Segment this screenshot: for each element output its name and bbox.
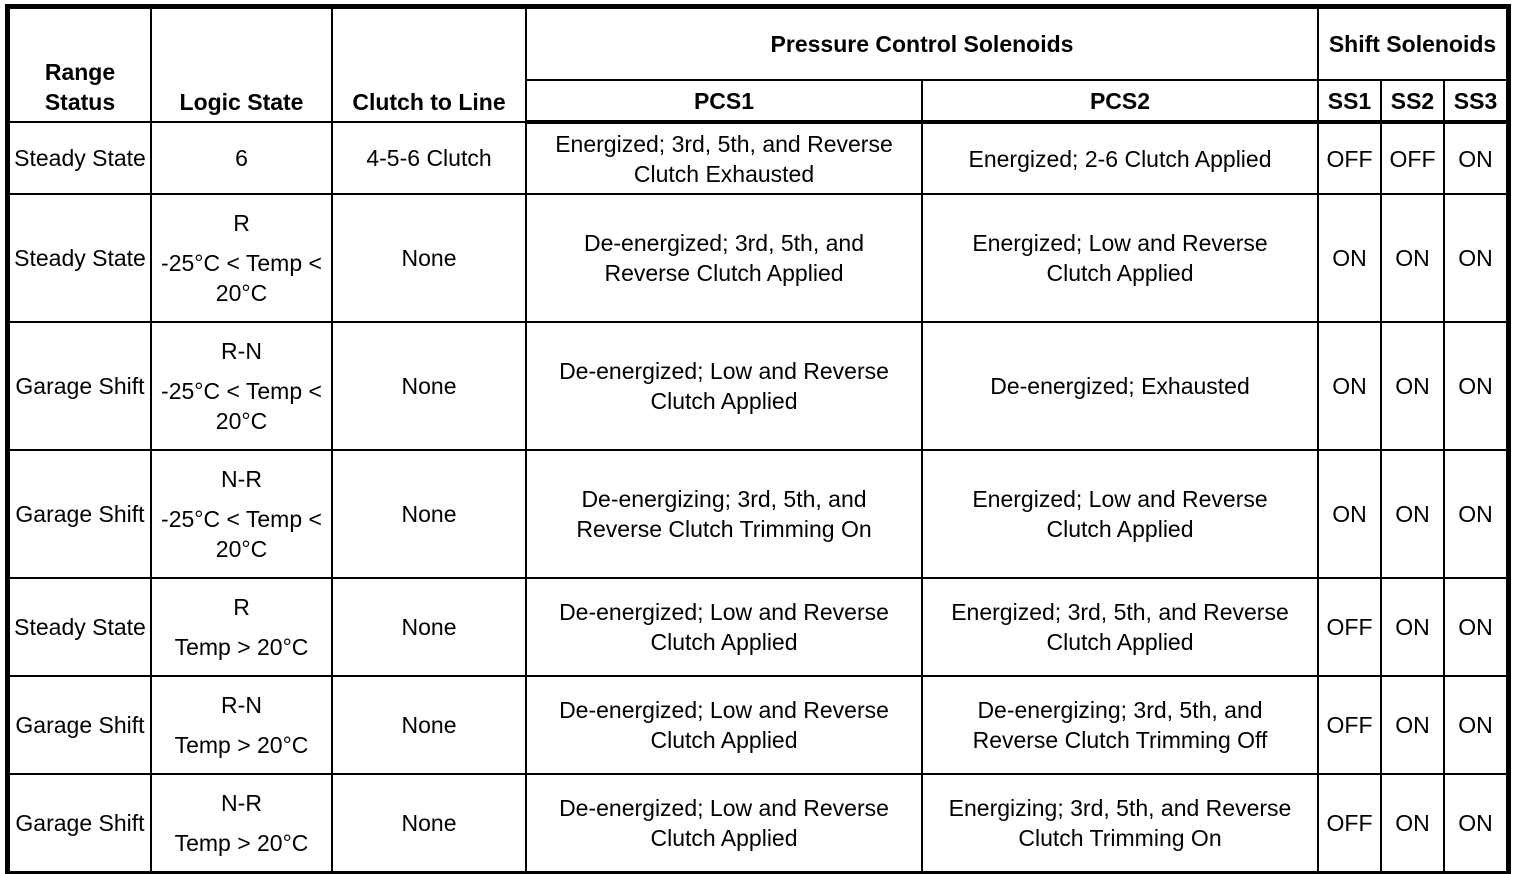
cell-range-status: Garage Shift: [9, 322, 151, 450]
header-clutch-to-line: Clutch to Line: [332, 8, 526, 122]
cell-ss1: OFF: [1318, 774, 1381, 872]
cell-ss3: ON: [1444, 322, 1507, 450]
logic-state-value: N-R: [221, 466, 262, 492]
cell-pcs2: Energized; Low and Reverse Clutch Applied: [922, 450, 1318, 578]
header-shift-solenoids: Shift Solenoids: [1318, 8, 1507, 80]
cell-clutch-to-line: None: [332, 322, 526, 450]
cell-ss3: ON: [1444, 578, 1507, 676]
cell-pcs2: De-energized; Exhausted: [922, 322, 1318, 450]
table-row: [9, 450, 1507, 578]
header-pcs1: PCS1: [526, 80, 922, 122]
logic-state-temp: -25°C < Temp < 20°C: [161, 378, 322, 434]
logic-state-value: N-R: [221, 790, 262, 816]
cell-logic-state: [151, 122, 332, 194]
cell-clutch-to-line: None: [332, 578, 526, 676]
cell-ss1: ON: [1318, 450, 1381, 578]
cell-ss3: ON: [1444, 194, 1507, 322]
header-range-status: Range Status: [9, 8, 151, 122]
logic-state-temp: -25°C < Temp < 20°C: [161, 506, 322, 562]
cell-clutch-to-line: None: [332, 774, 526, 872]
cell-range-status: Garage Shift: [9, 450, 151, 578]
logic-state-value: R-N: [221, 692, 262, 718]
cell-clutch-to-line: None: [332, 450, 526, 578]
table-row: [9, 578, 1507, 676]
cell-clutch-to-line: None: [332, 676, 526, 774]
table-row: [9, 194, 1507, 322]
cell-ss2: ON: [1381, 676, 1444, 774]
cell-logic-state: [151, 194, 332, 322]
logic-state-temp: Temp > 20°C: [174, 634, 309, 660]
cell-range-status: Garage Shift: [9, 774, 151, 872]
cell-ss2: ON: [1381, 322, 1444, 450]
cell-pcs1: De-energized; Low and Reverse Clutch Applied: [526, 774, 922, 872]
logic-state-temp: -25°C < Temp < 20°C: [161, 250, 322, 306]
cell-pcs1: De-energized; Low and Reverse Clutch Applied: [526, 322, 922, 450]
cell-ss2: ON: [1381, 774, 1444, 872]
logic-state-value: R: [233, 210, 250, 236]
cell-logic-state: [151, 578, 332, 676]
cell-ss1: OFF: [1318, 578, 1381, 676]
cell-pcs1: Energized; 3rd, 5th, and Reverse Clutch Exhausted: [526, 122, 922, 194]
table-row: [9, 322, 1507, 450]
cell-pcs1: De-energizing; 3rd, 5th, and Reverse Clutch Trimming On: [526, 450, 922, 578]
cell-pcs2: Energized; 2-6 Clutch Applied: [922, 122, 1318, 194]
logic-state-temp: Temp > 20°C: [174, 732, 309, 758]
cell-pcs1: De-energized; Low and Reverse Clutch Applied: [526, 578, 922, 676]
header-pcs2: PCS2: [922, 80, 1318, 122]
cell-ss1: ON: [1318, 194, 1381, 322]
cell-logic-state: [151, 774, 332, 872]
cell-ss3: ON: [1444, 676, 1507, 774]
cell-ss1: OFF: [1318, 122, 1381, 194]
cell-ss3: ON: [1444, 122, 1507, 194]
cell-pcs2: Energizing; 3rd, 5th, and Reverse Clutch Trimming On: [922, 774, 1318, 872]
table-row: [9, 676, 1507, 774]
cell-ss3: ON: [1444, 450, 1507, 578]
cell-ss3: ON: [1444, 774, 1507, 872]
cell-pcs1: De-energized; 3rd, 5th, and Reverse Clutch Applied: [526, 194, 922, 322]
logic-state-temp: Temp > 20°C: [174, 830, 309, 856]
logic-state-value: R: [233, 594, 250, 620]
header-ss3: SS3: [1444, 80, 1507, 122]
cell-ss2: OFF: [1381, 122, 1444, 194]
cell-ss2: ON: [1381, 194, 1444, 322]
header-pressure-control-solenoids: Pressure Control Solenoids: [526, 8, 1318, 80]
cell-pcs2: De-energizing; 3rd, 5th, and Reverse Clutch Trimming Off: [922, 676, 1318, 774]
table-body: [9, 122, 1507, 872]
cell-pcs1: De-energized; Low and Reverse Clutch Applied: [526, 676, 922, 774]
cell-clutch-to-line: None: [332, 194, 526, 322]
cell-pcs2: Energized; Low and Reverse Clutch Applied: [922, 194, 1318, 322]
table-row: [9, 122, 1507, 194]
cell-range-status: Steady State: [9, 122, 151, 194]
cell-ss1: ON: [1318, 322, 1381, 450]
solenoid-logic-table: [8, 7, 1508, 873]
cell-pcs2: Energized; 3rd, 5th, and Reverse Clutch Applied: [922, 578, 1318, 676]
cell-ss1: OFF: [1318, 676, 1381, 774]
logic-state-value: 6: [235, 145, 248, 171]
header-ss1: SS1: [1318, 80, 1381, 122]
header-ss2: SS2: [1381, 80, 1444, 122]
cell-logic-state: [151, 322, 332, 450]
cell-range-status: Garage Shift: [9, 676, 151, 774]
cell-range-status: Steady State: [9, 194, 151, 322]
table-row: [9, 774, 1507, 872]
cell-logic-state: [151, 450, 332, 578]
cell-clutch-to-line: 4-5-6 Clutch: [332, 122, 526, 194]
cell-logic-state: [151, 676, 332, 774]
cell-ss2: ON: [1381, 578, 1444, 676]
cell-range-status: Steady State: [9, 578, 151, 676]
logic-state-value: R-N: [221, 338, 262, 364]
header-logic-state: Logic State: [151, 8, 332, 122]
cell-ss2: ON: [1381, 450, 1444, 578]
